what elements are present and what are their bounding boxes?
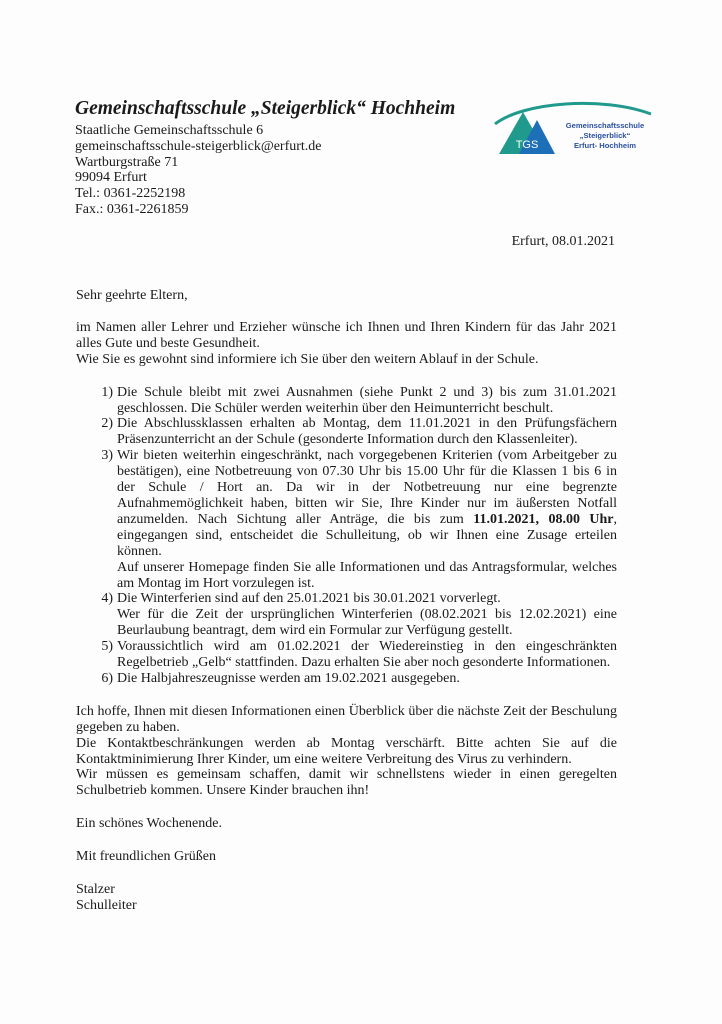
school-name: Gemeinschaftsschule „Steigerblick“ Hochheim — [75, 98, 456, 119]
body-paragraph: Wir müssen es gemeinsam schaffen, damit wir schnellstens wieder in einen geregelten Schulbetrieb kommen. Unsere Kinder brauchen ihn! — [76, 767, 617, 799]
logo-text-line2: „Steigerblick“ — [579, 131, 631, 140]
list-number: 6) — [101, 670, 113, 686]
logo-initials: TGS — [515, 139, 539, 151]
list-item-text: Die Winterferien sind auf den 25.01.2021 bis 30.01.2021 vorverlegt. — [117, 591, 501, 607]
numbered-list — [76, 385, 617, 687]
list-item — [76, 448, 617, 591]
body-paragraph: Ich hoffe, Ihnen mit diesen Informationen einen Überblick über die nächste Zeit der Beschulung gegeben zu haben. — [76, 703, 617, 735]
email-line: gemeinschaftsschule-steigerblick@erfurt.de — [75, 138, 322, 154]
list-item — [76, 639, 617, 671]
letter-date: Erfurt, 08.01.2021 — [511, 234, 615, 249]
school-address — [75, 123, 322, 218]
phone-line: Tel.: 0361-2252198 — [75, 186, 186, 202]
list-item — [76, 385, 617, 417]
intro-paragraph: Wie Sie es gewohnt sind informiere ich Sie über den weitern Ablauf in der Schule. — [76, 351, 539, 367]
list-item-text: Die Schule bleibt mit zwei Ausnahmen (siehe Punkt 2 und 3) bis zum 31.01.2021 geschlossen. Die Schüler werden weiterhin über den Heimunterricht beschult. — [117, 384, 617, 416]
letter-body — [76, 288, 617, 914]
signer-name: Stalzer — [76, 882, 115, 898]
salutation: Sehr geehrte Eltern, — [76, 288, 188, 303]
list-item-note: Auf unserer Homepage finden Sie alle Informationen und das Antragsformular, welches am Montag im Hort vorzulegen ist. — [117, 559, 617, 591]
list-item-text-part: Wir bieten weiterhin eingeschränkt, nach vorgegebenen Kriterien (vom Arbeitgeber zu bestätigen), eine Notbetreuung von 07.30 Uhr bis 15.00 Uhr für die Klassen 1 bis 6 in der Schule / Hort an. Da wir in der Notbetreuung nur eine begrenzte Aufnahmemöglichkeit haben, bitten wir Sie, Ihre Kinder nur im äußersten Notfall anzumelden. Nach Sichtung aller Anträge, die bis zum — [117, 448, 617, 527]
intro-paragraph: im Namen aller Lehrer und Erzieher wünsche ich Ihnen und Ihren Kindern für das Jahr 2021 alles Gute und beste Gesundheit. — [76, 319, 617, 351]
list-item — [76, 591, 617, 639]
school-logo — [493, 98, 653, 158]
list-number: 3) — [101, 448, 113, 464]
address-line: 99094 Erfurt — [75, 170, 147, 186]
logo-text-line3: Erfurt- Hochheim — [573, 141, 637, 150]
list-item-text — [117, 448, 617, 559]
list-item — [76, 671, 617, 687]
weekend-greeting: Ein schönes Wochenende. — [76, 816, 222, 832]
list-item-text-part: , eingegangen sind, entscheidet die Schulleitung, ob wir Ihnen eine Zusage erteilen können. — [117, 511, 617, 559]
list-item — [76, 416, 617, 448]
deadline-bold: 11.01.2021, 08.00 Uhr — [473, 511, 614, 527]
list-number: 5) — [101, 639, 113, 655]
signer-title: Schulleiter — [76, 898, 137, 913]
list-item-text: Die Halbjahreszeugnisse werden am 19.02.2021 ausgegeben. — [117, 670, 460, 686]
list-number: 4) — [101, 591, 113, 607]
logo-text-line1: Gemeinschaftsschule — [565, 121, 645, 130]
closing-greeting: Mit freundlichen Grüßen — [76, 849, 216, 865]
address-line: Wartburgstraße 71 — [75, 154, 179, 170]
list-item-text: Voraussichtlich wird am 01.02.2021 der Wiedereinstieg in den eingeschränkten Regelbetrieb „Gelb“ stattfinden. Dazu erhalten Sie aber noch gesonderte Informationen. — [117, 639, 617, 671]
list-item-note: Wer für die Zeit der ursprünglichen Winterferien (08.02.2021 bis 12.02.2021) eine Beurlaubung beantragt, dem wird ein Formular zur Verfügung gestellt. — [117, 607, 617, 639]
address-line: Staatliche Gemeinschaftsschule 6 — [75, 123, 264, 138]
fax-line: Fax.: 0361-2261859 — [75, 201, 189, 217]
list-item-text: Die Abschlussklassen erhalten ab Montag, dem 11.01.2021 in den Prüfungsfächern Präsenzunterricht an der Schule (gesonderte Information durch den Klassenleiter). — [117, 416, 617, 448]
list-number: 1) — [101, 384, 113, 400]
body-paragraph: Die Kontaktbeschränkungen werden ab Montag verschärft. Bitte achten Sie auf die Kontaktminimierung Ihrer Kinder, um eine weitere Verbreitung des Virus zu verhindern. — [76, 735, 617, 767]
list-number: 2) — [101, 416, 113, 432]
